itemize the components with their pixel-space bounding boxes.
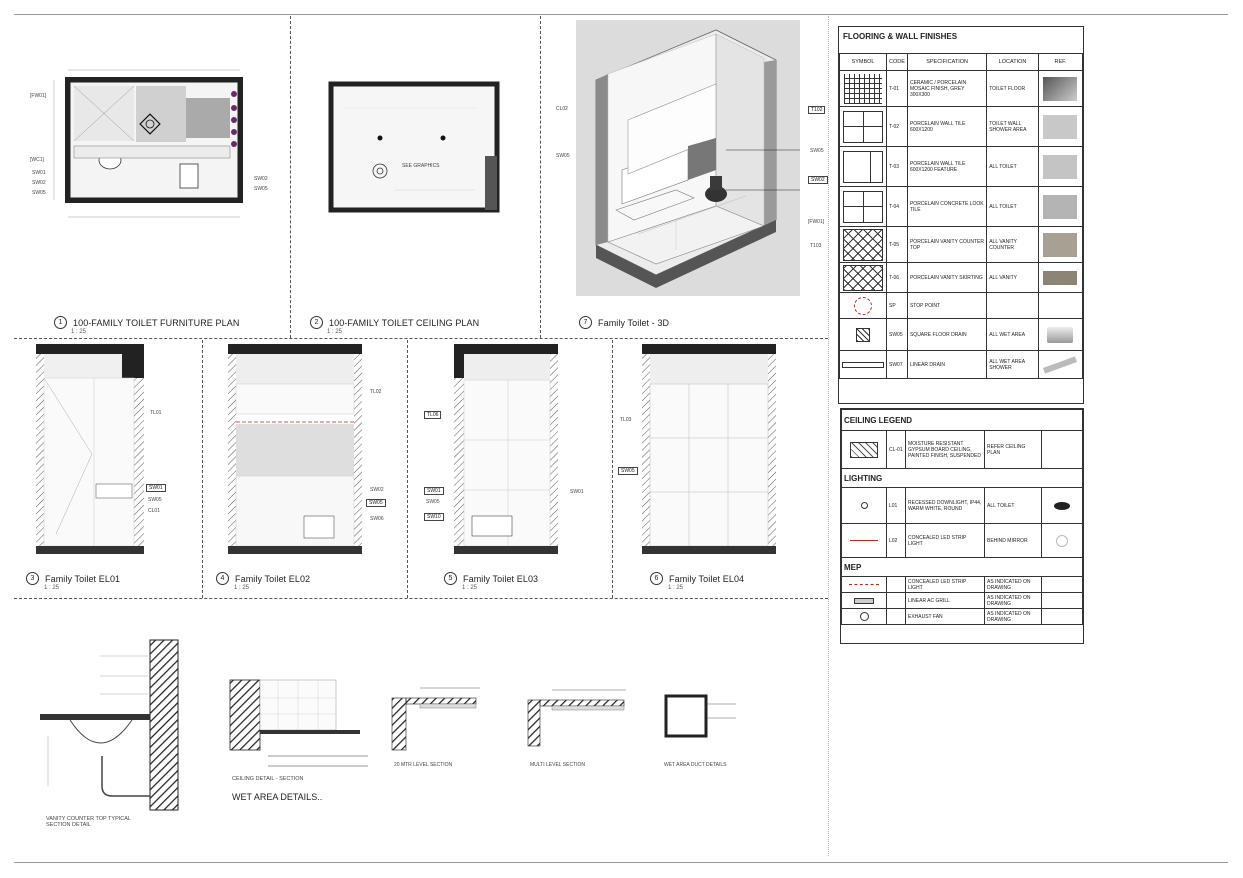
exhaust-fan-icon (860, 612, 869, 621)
view-title (216, 572, 310, 585)
led-strip-icon (850, 540, 878, 541)
ref-swatch (1043, 155, 1077, 179)
view-scale: 1 : 25 (668, 585, 684, 591)
view-title (26, 572, 120, 585)
level-section-detail (390, 684, 490, 754)
cell-loc (987, 293, 1039, 319)
cell-loc: ALL TOILET (987, 187, 1039, 227)
finishes-table (839, 53, 1083, 379)
cell-spec: CONCEALED LED STRIP LIGHT (906, 577, 985, 593)
view-name: Family Toilet EL04 (669, 573, 745, 584)
cell-code: T-03 (887, 147, 908, 187)
elevation-tag: SW02 (370, 487, 384, 493)
view-number: 4 (216, 572, 229, 585)
elevation-tag: SW10 (424, 513, 444, 521)
cell-spec: LINEAR DRAIN (907, 351, 986, 379)
col-header: SPECIFICATION (907, 54, 986, 71)
table-row (840, 147, 1083, 187)
elevation-tag: SW05 (366, 499, 386, 507)
cell-spec: RECESSED DOWNLIGHT, IP44, WARM WHITE, ROUND (906, 488, 985, 524)
cell-loc: TOILET FLOOR (987, 71, 1039, 107)
elevation-el01-drawing (36, 344, 150, 558)
cell-code: CL-01 (887, 431, 906, 469)
plan-tag: [WC1] (30, 157, 44, 163)
duct-detail (660, 688, 740, 748)
divider (612, 340, 613, 598)
view-title (650, 572, 744, 585)
cell-loc: ALL TOILET (985, 488, 1042, 524)
table-row (840, 351, 1083, 379)
plan-tag: SW02 (254, 176, 268, 182)
cell-spec: MOISTURE RESISTANT GYPSUM BOARD CEILING, PAINTED FINISH, SUSPENDED (906, 431, 985, 469)
ceiling-note: SEE GRAPHICS (402, 163, 440, 169)
view-name: Family Toilet - 3D (598, 317, 670, 328)
wet-area-title: WET AREA DETAILS.. (232, 792, 323, 802)
table-row (840, 107, 1083, 147)
plan-tag: SW02 (32, 180, 46, 186)
table-row (842, 524, 1083, 558)
cell-loc: BEHIND MIRROR (985, 524, 1042, 558)
view-number: 7 (579, 316, 592, 329)
multi-level-section-detail (522, 684, 632, 754)
cell-spec: EXHAUST FAN (906, 609, 985, 625)
downlight-photo (1054, 502, 1070, 510)
ref-swatch (1043, 77, 1077, 101)
view-title (310, 316, 479, 329)
divider (14, 598, 828, 599)
elevation-tag: TL02 (370, 389, 382, 395)
cell-code: L02 (887, 524, 906, 558)
ref-swatch (1043, 271, 1077, 285)
table-row (840, 71, 1083, 107)
ac-grill-icon (854, 598, 874, 604)
cell-code: SP (887, 293, 908, 319)
elevation-tag: TL03 (620, 417, 632, 423)
table-row (840, 293, 1083, 319)
finishes-legend (838, 26, 1084, 404)
cell-loc: REFER CEILING PLAN (985, 431, 1042, 469)
table-row (840, 319, 1083, 351)
cell-spec: CERAMIC / PORCELAIN MOSAIC FINISH, GREY 300X300 (907, 71, 986, 107)
cell-loc: AS INDICATED ON DRAWING (985, 593, 1042, 609)
view-name: 100-FAMILY TOILET FURNITURE PLAN (73, 317, 240, 328)
view-number: 5 (444, 572, 457, 585)
plan-tag: SW01 (32, 170, 46, 176)
col-header: REF. (1038, 54, 1082, 71)
cell-code: SW07 (887, 351, 908, 379)
cell-spec: PORCELAIN WALL TILE 600X1200 FEATURE (907, 147, 986, 187)
detail-title: 20 MTR LEVEL SECTION (394, 762, 453, 768)
ref-swatch (1043, 233, 1077, 257)
legend-title: FLOORING & WALL FINISHES (843, 32, 958, 41)
ref-swatch (1043, 195, 1077, 219)
crosshatch-symbol (843, 265, 883, 291)
col-header: CODE (887, 54, 908, 71)
detail-title: WET AREA DUCT DETAILS (664, 762, 727, 768)
3d-tag: SW05 (556, 153, 570, 159)
grid-large-symbol (843, 111, 883, 143)
table-row (842, 593, 1083, 609)
cell-spec: SQUARE FLOOR DRAIN (907, 319, 986, 351)
view-number: 3 (26, 572, 39, 585)
cell-code: L01 (887, 488, 906, 524)
elevation-el02-drawing (228, 344, 364, 558)
mep-title: MEP (842, 558, 1083, 577)
divider (828, 16, 829, 856)
plan-tag: [FW01] (30, 93, 47, 99)
divider (540, 16, 541, 338)
cell-spec: PORCELAIN CONCRETE LOOK TILE (907, 187, 986, 227)
view-name: Family Toilet EL03 (463, 573, 539, 584)
cell-loc: ALL VANITY (987, 263, 1039, 293)
cell-loc: ALL TOILET (987, 147, 1039, 187)
ceiling-plan-drawing (325, 78, 505, 218)
grid-fine-symbol (844, 74, 882, 104)
divider (14, 338, 828, 339)
3d-tag: T102 (808, 106, 825, 114)
view-title (579, 316, 669, 329)
cell-loc: AS INDICATED ON DRAWING (985, 609, 1042, 625)
view-number: 6 (650, 572, 663, 585)
plan-tag: SW05 (32, 190, 46, 196)
grid-cross-symbol (843, 191, 883, 223)
elevation-el03-drawing (454, 344, 560, 558)
ceiling-legend-title: CEILING LEGEND (842, 410, 1083, 431)
ref-swatch (1043, 115, 1077, 139)
view-number: 1 (54, 316, 67, 329)
view-number: 2 (310, 316, 323, 329)
ceiling-legend-table (841, 409, 1083, 625)
cell-loc: TOILET WALL SHOWER AREA (987, 107, 1039, 147)
cell-spec: CONCEALED LED STRIP LIGHT (906, 524, 985, 558)
3d-tag: T103 (810, 243, 822, 249)
sheet-bottom-rule (14, 862, 1228, 863)
elevation-tag: TL06 (424, 411, 441, 419)
detail-title: VANITY COUNTER TOP TYPICAL SECTION DETAIL (46, 816, 131, 828)
vanity-section-detail (40, 636, 185, 816)
3d-tag: [FW01] (808, 219, 825, 225)
cell-spec: PORCELAIN VANITY COUNTER TOP (907, 227, 986, 263)
elevation-el04-drawing (642, 344, 778, 558)
view-scale: 1 : 25 (44, 585, 60, 591)
elevation-tag: TL01 (150, 410, 162, 416)
cell-spec: PORCELAIN VANITY SKIRTING (907, 263, 986, 293)
cell-code: T-04 (887, 187, 908, 227)
divider (202, 340, 203, 598)
cell-loc: ALL VANITY COUNTER (987, 227, 1039, 263)
crosshatch-symbol (843, 229, 883, 261)
elevation-tag: SW05 (426, 499, 440, 505)
table-row (842, 609, 1083, 625)
table-row (842, 577, 1083, 593)
elevation-tag: SW06 (370, 516, 384, 522)
red-dash-line-icon (849, 584, 879, 585)
col-header: LOCATION (987, 54, 1039, 71)
lighting-title: LIGHTING (842, 469, 1083, 488)
cell-loc: ALL WET AREA (987, 319, 1039, 351)
elevation-tag: SW01 (424, 487, 444, 495)
elevation-tag: SW05 (148, 497, 162, 503)
linear-drain-icon (842, 362, 884, 368)
view-scale: 1 : 25 (71, 329, 87, 335)
divider (290, 16, 291, 338)
cell-loc: AS INDICATED ON DRAWING (985, 577, 1042, 593)
view-name: 100-FAMILY TOILET CEILING PLAN (329, 317, 480, 328)
3d-toilet-render (576, 20, 800, 296)
view-name: Family Toilet EL01 (45, 573, 121, 584)
view-scale: 1 : 25 (234, 585, 250, 591)
cell-spec: STOP POINT (907, 293, 986, 319)
stop-point-icon (854, 297, 872, 315)
ceiling-hatch-symbol (850, 442, 878, 458)
view-name: Family Toilet EL02 (235, 573, 311, 584)
cell-code: T-05 (887, 227, 908, 263)
table-row (842, 488, 1083, 524)
detail-title: MULTI LEVEL SECTION (530, 762, 586, 768)
elevation-tag: CL01 (148, 508, 160, 514)
view-scale: 1 : 25 (327, 329, 343, 335)
furniture-plan-drawing (40, 62, 280, 237)
table-row (842, 431, 1083, 469)
cell-code: T-01 (887, 71, 908, 107)
elevation-tag: SW05 (618, 467, 638, 475)
cell-code: T-06 (887, 263, 908, 293)
plan-tag: SW05 (254, 186, 268, 192)
view-scale: 1 : 25 (462, 585, 478, 591)
floor-drain-icon (856, 328, 870, 342)
cell-spec: LINEAR AC GRILL (906, 593, 985, 609)
led-strip-photo (1056, 535, 1068, 547)
sheet-top-rule (14, 14, 1228, 15)
ceiling-section-detail (228, 676, 378, 776)
elevation-tag: SW01 (570, 489, 584, 495)
view-title (54, 316, 239, 329)
ref-swatch (1043, 356, 1077, 373)
cell-code: SW05 (887, 319, 908, 351)
detail-title: CEILING DETAIL - SECTION (232, 776, 304, 782)
table-row (840, 263, 1083, 293)
table-row (840, 227, 1083, 263)
3d-tag: SW02 (808, 176, 828, 184)
ref-swatch (1047, 327, 1073, 343)
3d-tag: CL02 (556, 106, 568, 112)
elevation-tag: SW01 (146, 484, 166, 492)
ceiling-lighting-mep-legend (840, 408, 1084, 644)
divider (407, 340, 408, 598)
grid-vertical-symbol (843, 151, 883, 183)
3d-tag: SW05 (810, 148, 824, 154)
cell-code: T-02 (887, 107, 908, 147)
downlight-icon (861, 502, 868, 509)
cell-loc: ALL WET AREA SHOWER (987, 351, 1039, 379)
cell-spec: PORCELAIN WALL TILE 600X1200 (907, 107, 986, 147)
col-header: SYMBOL (840, 54, 887, 71)
view-title (444, 572, 538, 585)
table-row (840, 187, 1083, 227)
